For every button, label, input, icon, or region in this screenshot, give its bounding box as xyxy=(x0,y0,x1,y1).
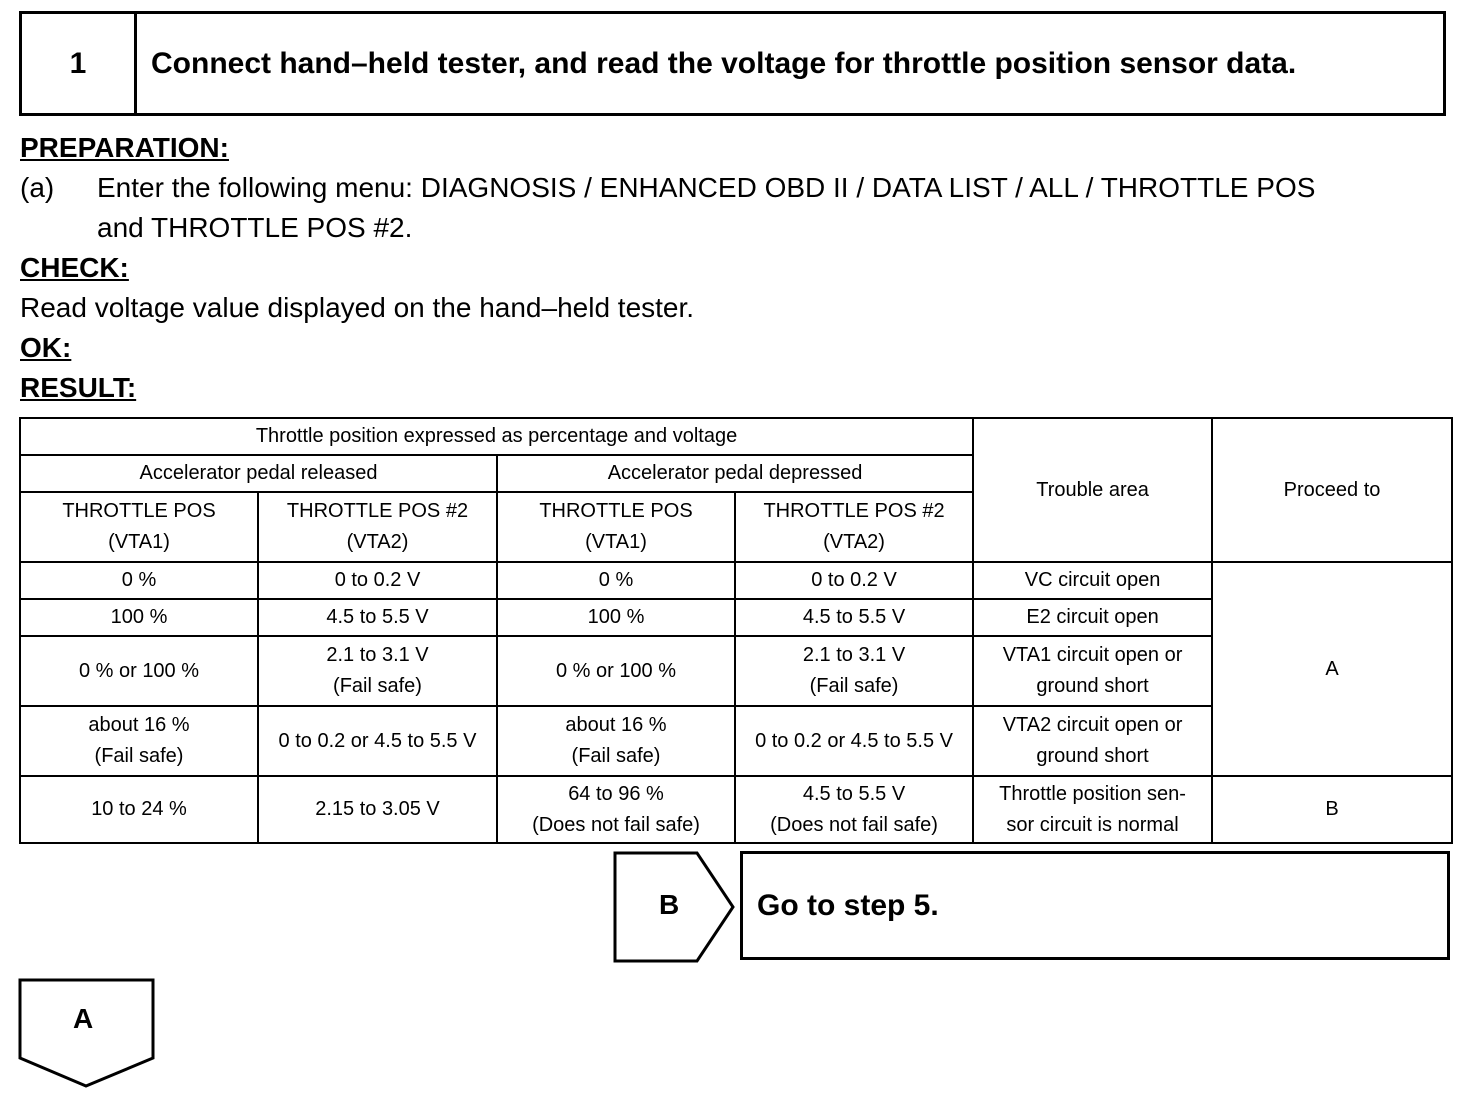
cell-line: VC circuit open xyxy=(1024,569,1161,591)
cell-line: (Fail safe) xyxy=(809,675,899,697)
cell xyxy=(735,776,973,843)
cell xyxy=(735,562,973,599)
cell-line: ground short xyxy=(1036,745,1149,767)
header-pedal-depressed: Accelerator pedal depressed xyxy=(497,455,973,492)
cell xyxy=(258,562,497,599)
cell-line: 2.15 to 3.05 V xyxy=(315,798,440,820)
header-col-2: THROTTLE POS #2 (VTA2) xyxy=(258,492,497,562)
cell xyxy=(20,776,258,843)
cell-line: 100 % xyxy=(587,606,645,628)
cell-line: about 16 % xyxy=(88,714,190,736)
cell-line: 0 % or 100 % xyxy=(78,659,200,682)
cell-line: 64 to 96 % xyxy=(568,782,664,805)
cell-line: 0 % or 100 % xyxy=(555,659,677,682)
header-col-4: THROTTLE POS #2 (VTA2) xyxy=(735,492,973,562)
cell-line: E2 circuit open xyxy=(1026,606,1159,628)
cell-line: 2.1 to 3.1 V xyxy=(802,644,906,666)
cell xyxy=(735,706,973,776)
header-proceed-to: Proceed to xyxy=(1212,418,1452,562)
cell-line: 4.5 to 5.5 V xyxy=(326,606,429,628)
cell xyxy=(258,776,497,843)
cell-trouble xyxy=(973,599,1212,636)
cell xyxy=(497,706,735,776)
cell-line: (Does not fail safe) xyxy=(532,813,700,836)
branch-a-label: A xyxy=(73,1003,94,1034)
cell-trouble xyxy=(973,562,1212,599)
cell-line: ground short xyxy=(1036,675,1149,697)
cell-trouble xyxy=(973,776,1212,843)
cell-line: 4.5 to 5.5 V xyxy=(802,782,906,805)
step-title: Connect hand–held tester, and read the voltage for throttle position sensor data. xyxy=(151,46,1297,80)
header-group: Throttle position expressed as percentage and voltage xyxy=(20,418,973,455)
preparation-heading: PREPARATION: xyxy=(20,132,229,163)
cell-line: (Fail safe) xyxy=(333,675,422,697)
cell xyxy=(20,636,258,706)
cell-line: 4.5 to 5.5 V xyxy=(802,606,906,628)
ok-heading: OK: xyxy=(20,332,72,363)
cell-line: 0 to 0.2 V xyxy=(811,569,897,591)
cell xyxy=(20,562,258,599)
preparation-line-2: and THROTTLE POS #2. xyxy=(97,212,413,243)
cell-trouble xyxy=(973,706,1212,776)
step-number: 1 xyxy=(22,14,137,113)
cell-line: 100 % xyxy=(110,606,168,628)
cell-line: 0 to 0.2 or 4.5 to 5.5 V xyxy=(278,729,477,752)
branch-b-target: Go to step 5. xyxy=(740,851,1450,960)
cell-line: 0 % xyxy=(121,569,157,591)
cell xyxy=(497,636,735,706)
cell-line: (Fail safe) xyxy=(94,745,184,767)
step-header xyxy=(19,11,1446,116)
cell-line: 2.1 to 3.1 V xyxy=(326,644,429,666)
cell-line: VTA2 circuit open or xyxy=(1002,714,1183,736)
cell-line: 0 % xyxy=(598,569,634,591)
check-heading: CHECK: xyxy=(20,252,129,283)
cell-line: Throttle position sen- xyxy=(999,782,1186,805)
cell xyxy=(735,636,973,706)
table-row xyxy=(20,562,1452,599)
cell-line: about 16 % xyxy=(565,714,667,736)
cell xyxy=(258,599,497,636)
proceed-a: A xyxy=(1212,562,1452,776)
header-col-3: THROTTLE POS (VTA1) xyxy=(497,492,735,562)
cell-line: 0 to 0.2 V xyxy=(334,569,421,591)
branch-b-label: B xyxy=(659,889,680,920)
cell xyxy=(497,776,735,843)
preparation-marker: (a) xyxy=(20,172,55,203)
cell xyxy=(258,636,497,706)
table-row xyxy=(20,776,1452,843)
cell-line: (Fail safe) xyxy=(571,745,661,767)
cell xyxy=(20,599,258,636)
cell-trouble xyxy=(973,636,1212,706)
header-pedal-released: Accelerator pedal released xyxy=(20,455,497,492)
result-heading: RESULT: xyxy=(20,372,137,403)
preparation-line-1: Enter the following menu: DIAGNOSIS / ENHANCED OBD II / DATA LIST / ALL / THROTTLE POS xyxy=(97,172,1316,203)
cell-line: 0 to 0.2 or 4.5 to 5.5 V xyxy=(755,729,953,752)
cell-line: 10 to 24 % xyxy=(91,798,187,820)
cell xyxy=(497,562,735,599)
check-text: Read voltage value displayed on the hand–held tester. xyxy=(20,292,695,323)
cell xyxy=(735,599,973,636)
proceed-b: B xyxy=(1212,776,1452,843)
header-col-1: THROTTLE POS (VTA1) xyxy=(20,492,258,562)
cell xyxy=(497,599,735,636)
cell-line: (Does not fail safe) xyxy=(770,813,938,836)
header-trouble-area: Trouble area xyxy=(973,418,1212,562)
cell xyxy=(258,706,497,776)
cell xyxy=(20,706,258,776)
cell-line: sor circuit is normal xyxy=(1006,813,1179,836)
result-table xyxy=(19,417,1453,844)
cell-line: VTA1 circuit open or xyxy=(1002,644,1183,666)
